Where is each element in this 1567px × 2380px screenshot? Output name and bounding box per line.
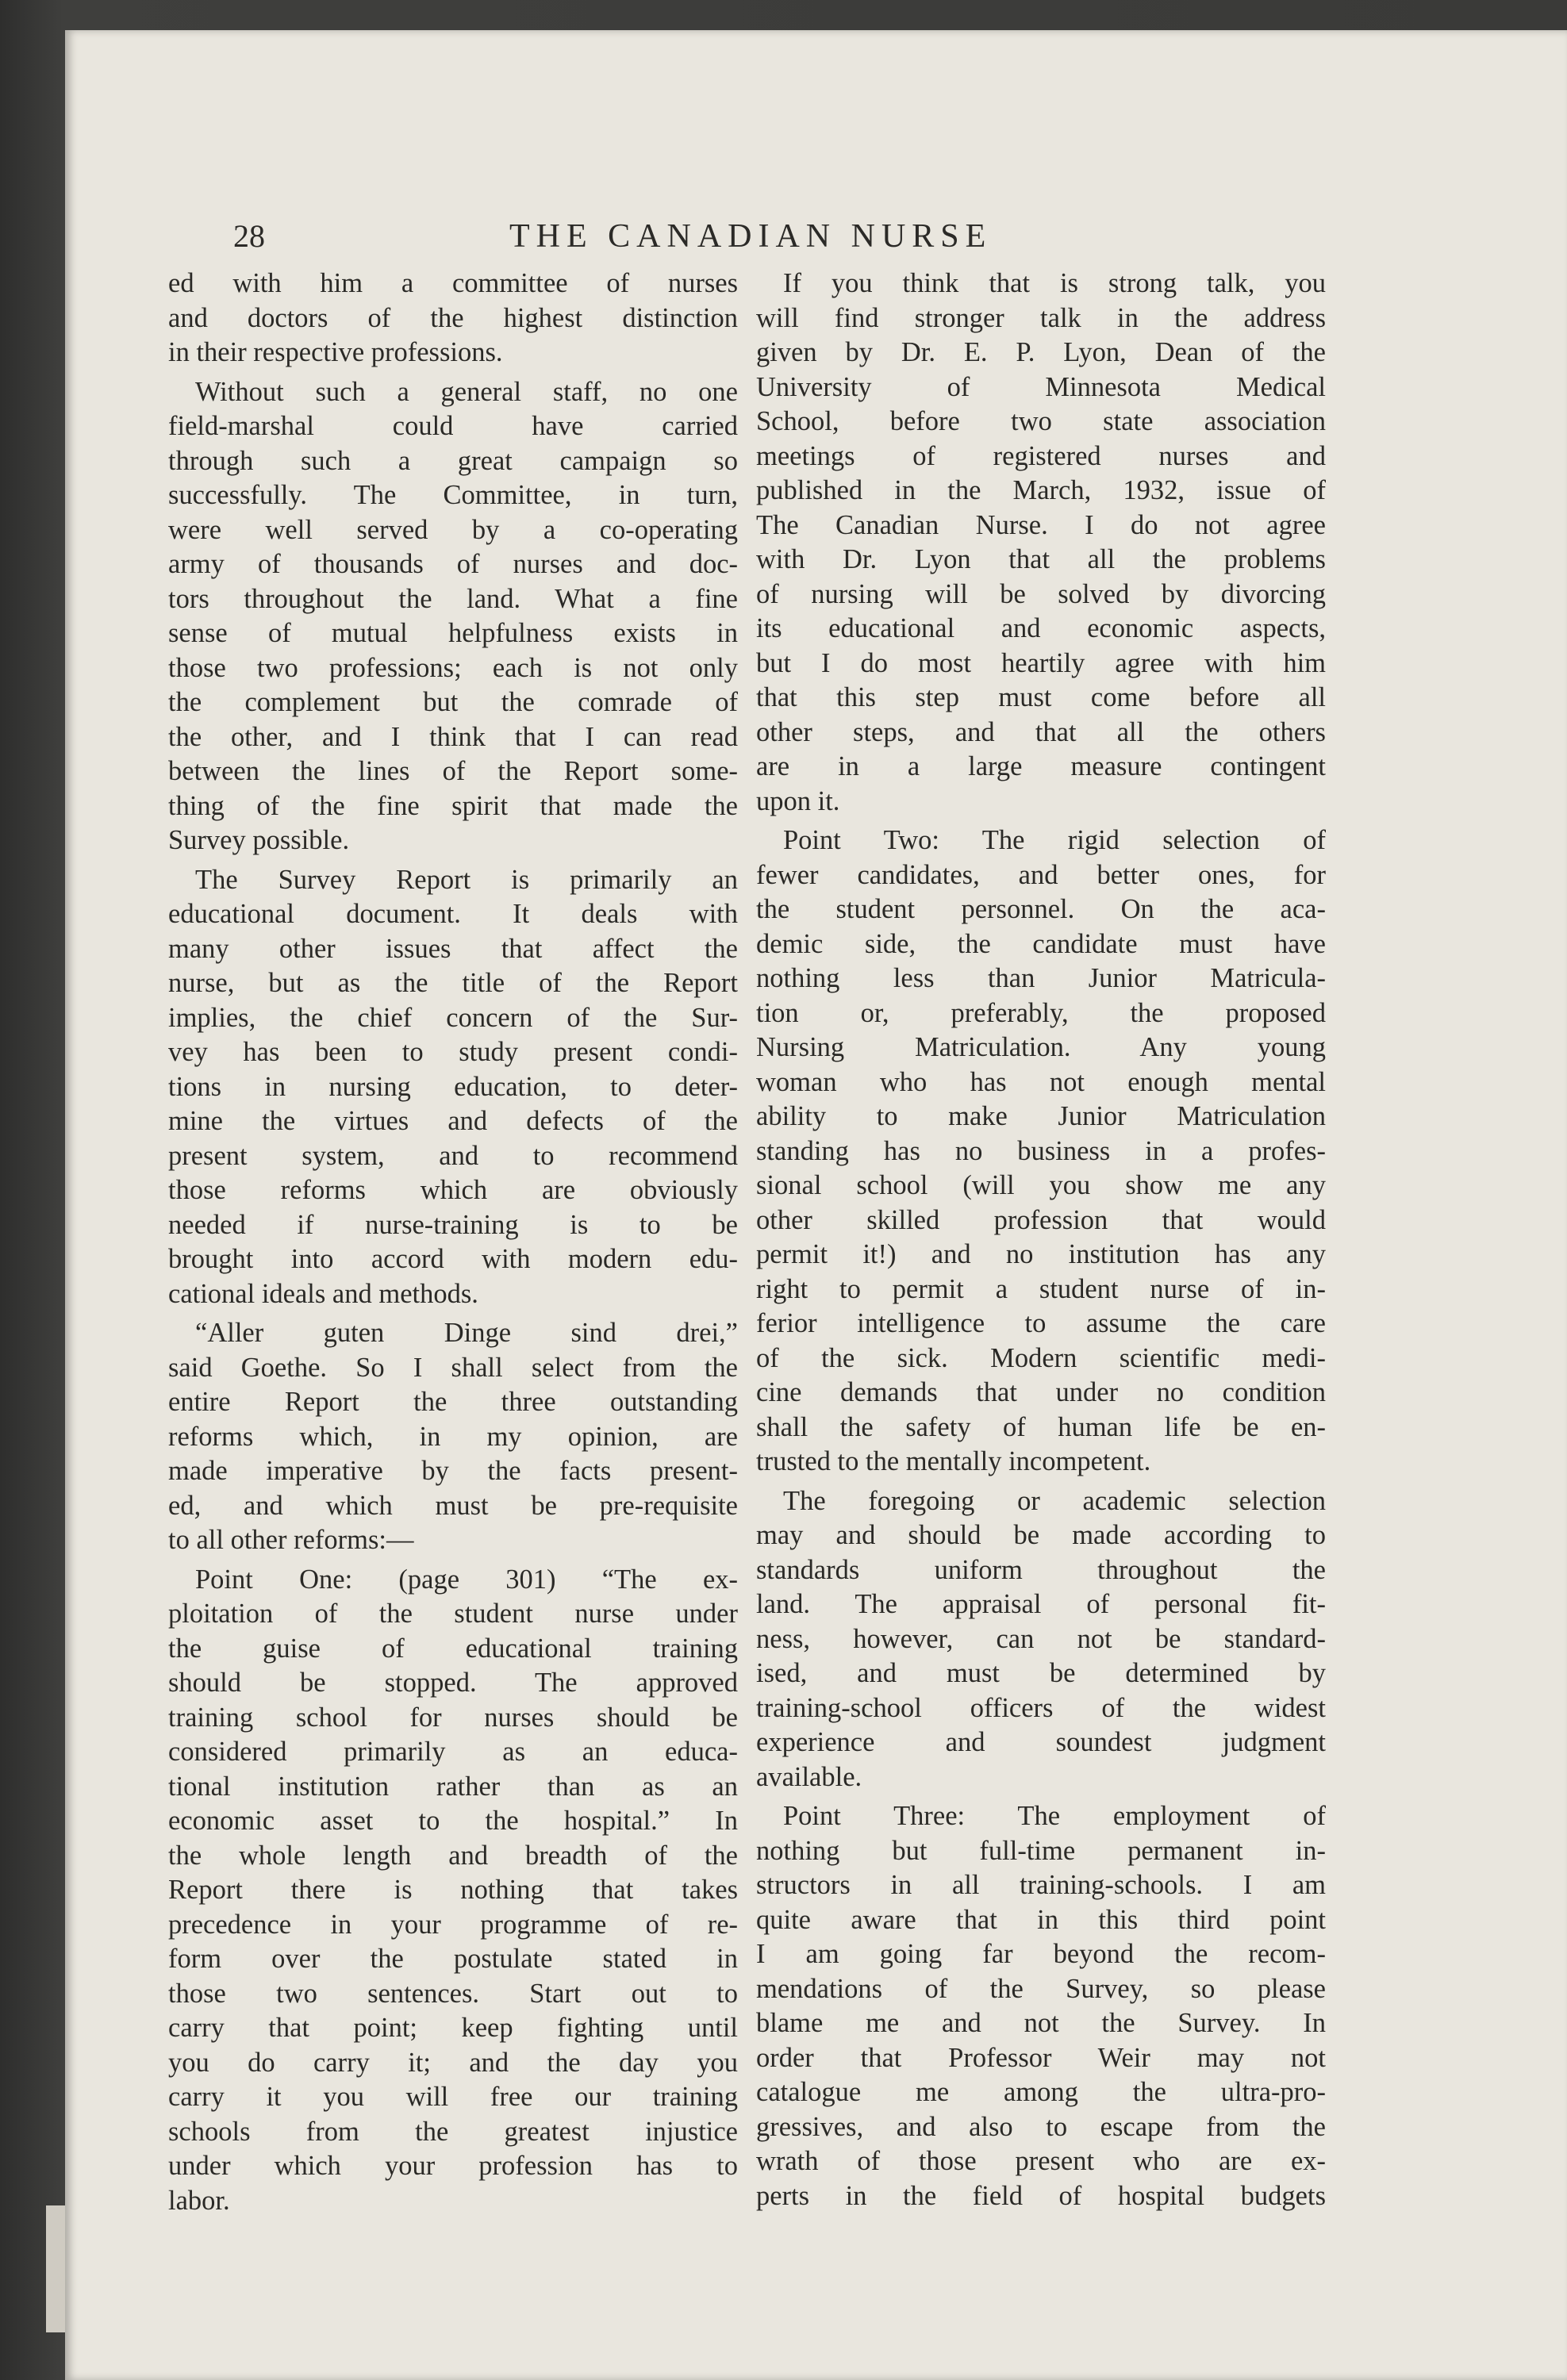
page-number: 28 (233, 218, 265, 254)
text-line: gressives, and also to escape from the (756, 2111, 1326, 2142)
text-line: The Survey Report is primarily an (195, 864, 738, 895)
text-line: available. (756, 1761, 862, 1792)
text-line: right to permit a student nurse of in- (756, 1273, 1326, 1304)
text-line: sense of mutual helpfulness exists in (168, 618, 738, 648)
text-line: with Dr. Lyon that all the problems (756, 544, 1326, 574)
text-line: reforms which, in my opinion, are (168, 1421, 738, 1452)
text-line: mine the virtues and defects of the (168, 1106, 738, 1136)
text-line: nothing but full-time permanent in- (756, 1835, 1326, 1866)
text-line: order that Professor Weir may not (756, 2042, 1326, 2073)
text-line: wrath of those present who are ex- (756, 2146, 1326, 2176)
text-line: you do carry it; and the day you (168, 2047, 738, 2078)
text-line: Without such a general staff, no one (195, 376, 738, 407)
text-line: ability to make Junior Matriculation (756, 1101, 1326, 1131)
text-line: quite aware that in this third point (756, 1904, 1326, 1935)
right-column (756, 267, 1326, 2213)
text-line: labor. (168, 2185, 230, 2216)
text-line: catalogue me among the ultra-pro- (756, 2077, 1326, 2107)
text-line: woman who has not enough mental (756, 1066, 1326, 1097)
text-line: tors throughout the land. What a fine (168, 583, 738, 614)
text-line: those two sentences. Start out to (168, 1978, 738, 2009)
text-line: carry it you will free our training (168, 2082, 738, 2112)
text-line: that this step must come before all (756, 682, 1326, 712)
text-line: I am going far beyond the recom- (756, 1939, 1326, 1969)
text-line: in their respective professions. (168, 337, 503, 367)
text-line: structors in all training-schools. I am (756, 1870, 1326, 1900)
text-line: said Goethe. So I shall select from the (168, 1352, 738, 1383)
text-line: perts in the field of hospital budgets (756, 2180, 1326, 2211)
journal-title: THE CANADIAN NURSE (509, 218, 993, 255)
text-line: published in the March, 1932, issue of (756, 475, 1326, 505)
text-line: brought into accord with modern edu- (168, 1244, 738, 1274)
text-line: of nursing will be solved by divorcing (756, 578, 1326, 609)
text-line: present system, and to recommend (168, 1140, 738, 1171)
text-line: tion or, preferably, the proposed (756, 997, 1326, 1028)
text-line: are in a large measure contingent (756, 751, 1326, 781)
text-line: given by Dr. E. P. Lyon, Dean of the (756, 337, 1326, 367)
text-line: “Aller guten Dinge sind drei,” (195, 1318, 738, 1348)
text-line: The foregoing or academic selection (783, 1485, 1326, 1516)
text-line: those reforms which are obviously (168, 1175, 738, 1205)
text-line: thing of the fine spirit that made the (168, 790, 738, 821)
text-line: fewer candidates, and better ones, for (756, 859, 1326, 890)
text-line: demic side, the candidate must have (756, 928, 1326, 959)
text-line: trusted to the mentally incompetent. (756, 1446, 1151, 1476)
text-line: cational ideals and methods. (168, 1278, 478, 1309)
text-line: blame me and not the Survey. In (756, 2008, 1326, 2038)
text-line: precedence in your programme of re- (168, 1909, 738, 1940)
text-line: ferior intelligence to assume the care (756, 1308, 1326, 1338)
text-line: schools from the greatest injustice (168, 2116, 738, 2147)
text-line: through such a great campaign so (168, 445, 738, 476)
text-line: its educational and economic aspects, (756, 613, 1326, 643)
text-line: under which your profession has to (168, 2151, 738, 2181)
text-line: mendations of the Survey, so please (756, 1973, 1326, 2004)
text-line: economic asset to the hospital.” In (168, 1806, 738, 1836)
text-line: implies, the chief concern of the Sur- (168, 1002, 738, 1033)
text-line: army of thousands of nurses and doc- (168, 549, 738, 579)
text-line: vey has been to study present condi- (168, 1037, 738, 1067)
text-line: between the lines of the Report some- (168, 756, 738, 786)
text-line: experience and soundest judgment (756, 1727, 1326, 1757)
text-line: land. The appraisal of personal fit- (756, 1589, 1326, 1619)
text-line: Point Three: The employment of (783, 1801, 1326, 1831)
text-line: ed, and which must be pre-requisite (168, 1490, 738, 1521)
text-line: standing has no business in a profes- (756, 1135, 1326, 1166)
text-line: nothing less than Junior Matricula- (756, 963, 1326, 993)
text-line: field-marshal could have carried (168, 411, 738, 441)
text-line: training school for nurses should be (168, 1702, 738, 1733)
text-line: upon it. (756, 785, 840, 816)
text-line: Nursing Matriculation. Any young (756, 1032, 1326, 1062)
text-line: Point One: (page 301) “The ex- (195, 1564, 738, 1595)
text-line: Point Two: The rigid selection of (783, 825, 1326, 855)
text-line: If you think that is strong talk, you (783, 268, 1326, 298)
text-line: were well served by a co-operating (168, 514, 738, 545)
text-line: School, before two state association (756, 406, 1326, 436)
text-line: but I do most heartily agree with him (756, 647, 1326, 678)
text-line: to all other reforms:— (168, 1525, 414, 1555)
text-line: entire Report the three outstanding (168, 1387, 738, 1417)
text-line: many other issues that affect the (168, 933, 738, 964)
running-head (65, 217, 1567, 265)
text-line: those two professions; each is not only (168, 652, 738, 683)
text-line: The Canadian Nurse. I do not agree (756, 509, 1326, 540)
text-line: will find stronger talk in the address (756, 302, 1326, 333)
text-line: shall the safety of human life be en- (756, 1411, 1326, 1442)
text-line: training-school officers of the widest (756, 1692, 1326, 1723)
text-line: considered primarily as an educa- (168, 1737, 738, 1767)
text-line: needed if nurse-training is to be (168, 1209, 738, 1240)
text-line: form over the postulate stated in (168, 1944, 738, 1974)
text-line: educational document. It deals with (168, 899, 738, 929)
text-line: successfully. The Committee, in turn, (168, 480, 738, 510)
text-line: the complement but the comrade of (168, 687, 738, 717)
text-line: of the sick. Modern scientific medi- (756, 1342, 1326, 1373)
text-line: other skilled profession that would (756, 1204, 1326, 1235)
text-line: made imperative by the facts present- (168, 1456, 738, 1486)
text-line: carry that point; keep fighting until (168, 2013, 738, 2043)
text-line: ised, and must be determined by (756, 1658, 1326, 1688)
text-line: may and should be made according to (756, 1520, 1326, 1550)
text-line: other steps, and that all the others (756, 716, 1326, 747)
text-line: tional institution rather than as an (168, 1771, 738, 1802)
text-line: tions in nursing education, to deter- (168, 1071, 738, 1102)
text-line: the whole length and breadth of the (168, 1840, 738, 1871)
text-line: ness, however, can not be standard- (756, 1623, 1326, 1654)
text-line: ed with him a committee of nurses (168, 268, 738, 298)
text-line: permit it!) and no institution has any (756, 1239, 1326, 1269)
text-line: and doctors of the highest distinction (168, 302, 738, 333)
text-line: the student personnel. On the aca- (756, 894, 1326, 924)
text-line: the other, and I think that I can read (168, 721, 738, 752)
text-line: cine demands that under no condition (756, 1377, 1326, 1407)
text-line: nurse, but as the title of the Report (168, 968, 738, 998)
text-line: meetings of registered nurses and (756, 440, 1326, 471)
text-line: the guise of educational training (168, 1633, 738, 1664)
text-line: Survey possible. (168, 825, 350, 855)
text-line: standards uniform throughout the (756, 1554, 1326, 1585)
text-line: ploitation of the student nurse under (168, 1599, 738, 1629)
left-column (168, 267, 738, 2218)
text-line: Report there is nothing that takes (168, 1875, 738, 1905)
text-line: University of Minnesota Medical (756, 371, 1326, 402)
text-line: should be stopped. The approved (168, 1668, 738, 1698)
text-line: sional school (will you show me any (756, 1170, 1326, 1200)
